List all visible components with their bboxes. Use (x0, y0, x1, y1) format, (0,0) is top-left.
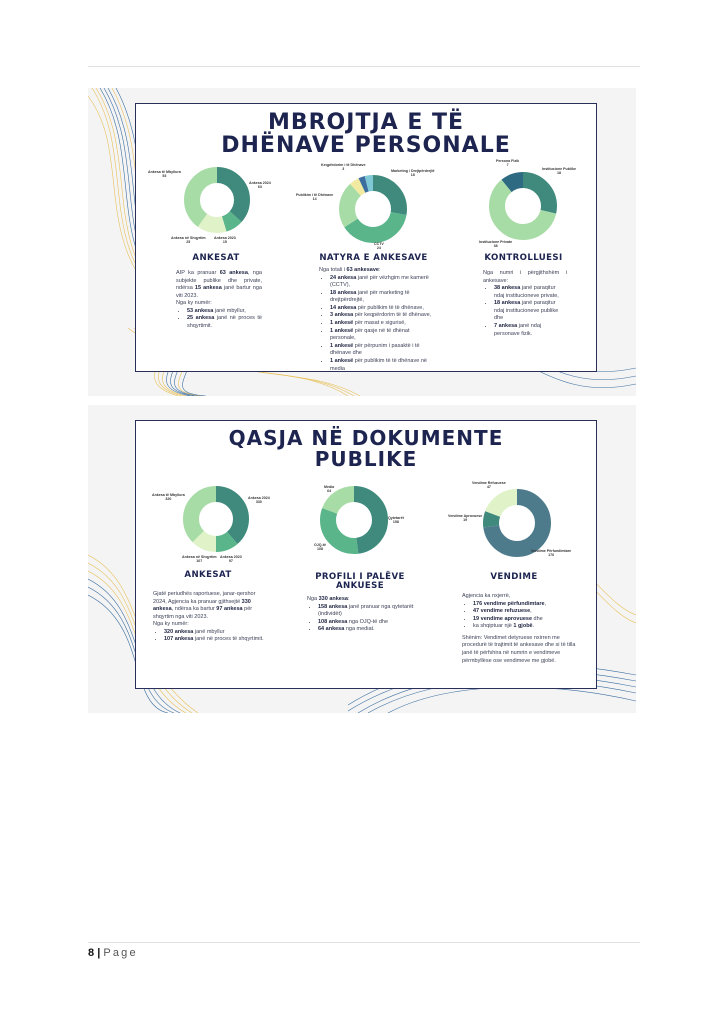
donut-chart-natyra (337, 173, 409, 245)
text-kontrolluesi: Nga numri i përgjithshëm i ankesave: • 38 ankesa janë paraqitur ndaj institucioneve private, • 18 ankesa janë paraqitur ndaj institucioneve publike dhe • 7 ankesa janë ndaj personave fizik. (483, 270, 567, 338)
header-rule (88, 66, 640, 67)
title-line-2: DHËNAVE PERSONALE (221, 133, 511, 159)
label-2023: Ankesa 2023 15 (214, 236, 236, 245)
list-item: • 64 ankesa nga mediat. (318, 626, 415, 634)
list-item: • 3 ankesa për keqpërdorim të të dhënave, (330, 312, 434, 320)
text-vendime: Agjencia ka nxjerrë, • 176 vendime përfundimtare, • 47 vendime refuzuese, • 19 vendime aprovuese dhe • ka shqiptuar një 1 gjobë. Shënim: Vendimet detyruese nxirren me procedurë të trajtimit të ankesave dhe si të tilla janë të përfshira në numrin e vendimeve përmbyllëse ose vendimeve me gjobë. (462, 593, 578, 665)
label-qytetaret: Qytetarët 158 (388, 516, 404, 525)
title-line-2: PUBLIKE (314, 447, 418, 471)
label-keqperdorim: Keqpërdorim i të Dhënave 3 (321, 163, 366, 172)
page-number: 8 (88, 947, 95, 959)
list-item: • 53 ankesa janë mbyllur, (187, 308, 262, 316)
donut-chart-ankesat (183, 166, 251, 234)
list-item: • 38 ankesa janë paraqitur ndaj institucioneve private, (494, 285, 567, 300)
list-item: • 1 ankesë për publikim të të dhënave në media (330, 358, 434, 373)
slide-title (136, 428, 596, 470)
footer-separator: | (97, 947, 101, 959)
list-item: • 158 ankesa janë pranuar nga qytetarët (individët) (318, 604, 415, 619)
label-marketing: Marketing / Drejtpërdrejtë 18 (391, 169, 435, 178)
label-2024: Ankesa 2024 330 (248, 496, 270, 505)
note-text: Shënim: Vendimet detyruese nxirren me procedurë të trajtimit të ankesave dhe si të tilla janë të përfshira në numrin e vendimeve përmbyllëse ose vendimeve me gjobë. (462, 634, 576, 664)
text-natyra: Nga totali i 63 ankesave: • 24 ankesa janë për vëzhgim me kamerë (CCTV), • 18 ankesa janë për marketing të drejtpërdrejtë, • 14 ankesa për publikim të të dhënave, • 3 ankesa për keqpërdorim të të dhënave, • 1 ankesë për masat e sigurisë, • 1 ankesë për qasje në të dhënat personale, • 1 ankesë për përpunim i pasaktë i të dhënave dhe • 1 ankesë për publikim të të dhënave në media (319, 267, 434, 373)
heading-profili: PROFILI I PALËVE ANKUESE (315, 572, 405, 592)
page-word: Page (103, 947, 138, 959)
title-line-1: QASJA NË DOKUMENTE (228, 426, 504, 450)
text-profili: Nga 330 ankesa: • 158 ankesa janë pranuar nga qytetarët (individët) • 108 ankesa nga OJQ-të dhe • 64 ankesa nga mediat. (307, 596, 415, 634)
list-item: • 47 vendime refuzuese, (473, 608, 578, 616)
list-item: • 1 ankesë për përpunim i pasaktë i të dhënave dhe (330, 343, 434, 358)
donut-chart-kontrolluesi (487, 170, 559, 242)
label-mbyllura: Ankesa të Mbyllura 53 (148, 170, 181, 179)
heading-kontrolluesi: KONTROLLUESI (484, 253, 563, 263)
slide-card (135, 420, 597, 689)
label-perfundimtare: Vendime Përfundimtare 176 (531, 549, 572, 558)
list-item: • 19 vendime aprovuese dhe (473, 616, 578, 624)
footer-rule (88, 942, 640, 943)
list-item: • 18 ankesa janë paraqitur ndaj institucioneve publike dhe (494, 300, 567, 323)
label-media: Media 64 (324, 485, 335, 494)
list-item: • 107 ankesa janë në proces të shqyrtimit. (164, 636, 265, 644)
label-ojq: OJQ-të 108 (314, 543, 326, 552)
label-publikim: Publikim i të Dhënave 14 (296, 193, 334, 202)
slide-card (135, 103, 597, 372)
list-item: • 25 ankesa janë në proces të shqyrtimit. (187, 315, 262, 330)
label-refuzuese: Vendime Refuzuese 47 (472, 481, 506, 490)
list-item: • 1 ankesë për masat e sigurisë, (330, 320, 434, 328)
label-mbyllura: Ankesa të Mbyllura 320 (152, 493, 185, 502)
list-item: • 14 ankesa për publikim të të dhënave, (330, 305, 434, 313)
list-item: • 176 vendime përfundimtare, (473, 601, 578, 609)
list-item: • 24 ankesa janë për vëzhgim me kamerë (CCTV), (330, 275, 434, 290)
title-line-1: MBROJTJA E TË (267, 110, 465, 135)
label-2024: Ankesa 2024 63 (249, 181, 271, 190)
list-item: • 7 ankesa janë ndaj personave fizik. (494, 323, 567, 338)
label-institucione-private: Institucione Private 38 (479, 240, 513, 249)
label-persona-fizik: Persona Fizik 7 (496, 159, 520, 168)
heading-ankesat: ANKESAT (192, 253, 240, 263)
label-shqyrtim: Ankesa në Shqyrtim 107 (182, 555, 217, 564)
list-item: • 18 ankesa janë për marketing të drejtpërdrejtë, (330, 290, 434, 305)
slide-access-documents (88, 405, 636, 713)
list-item: • ka shqiptuar një 1 gjobë. (473, 623, 578, 631)
text-ankesat: AIP ka pranuar 63 ankesa, nga subjekte publike dhe private, ndërsa 15 ankesa janë bartur nga viti 2023. Nga ky numër: • 53 ankesa janë mbyllur, • 25 ankesa janë në proces të shqyrtimit. (176, 270, 262, 331)
list-item: • 108 ankesa nga OJQ-të dhe (318, 619, 415, 627)
heading-ankesat: ANKESAT (184, 570, 232, 580)
label-institucione-publike: Institucione Publike 18 (542, 167, 576, 176)
label-2023: Ankesa 2023 97 (220, 555, 242, 564)
donut-chart-profili (318, 484, 390, 556)
heading-natyra: NATYRA E ANKESAVE (319, 253, 428, 263)
heading-vendime: VENDIME (490, 572, 538, 582)
text-ankesat: Gjatë periudhës raportuese, janar-qershor 2024, Agjencia ka pranuar gjithsejtë 330 ankesa, ndërsa ka bartur 97 ankesa për shqyrtim nga viti 2023. Nga ky numër: • 320 ankesa janë mbyllur • 107 ankesa janë në proces të shqyrtimit. (153, 591, 265, 644)
label-cctv: CCTV 24 (374, 242, 384, 251)
label-shqyrtim: Ankesa në Shqyrtim 25 (171, 236, 206, 245)
page-footer (88, 947, 138, 959)
slide-title (136, 111, 596, 157)
slide-data-protection (88, 88, 636, 396)
donut-chart-ankesat (181, 484, 251, 554)
list-item: • 1 ankesë për qasje në të dhënat personale, (330, 328, 434, 343)
list-item: • 320 ankesa janë mbyllur (164, 629, 265, 637)
label-aprovuese: Vendime Aprovuese 19 (448, 514, 483, 523)
